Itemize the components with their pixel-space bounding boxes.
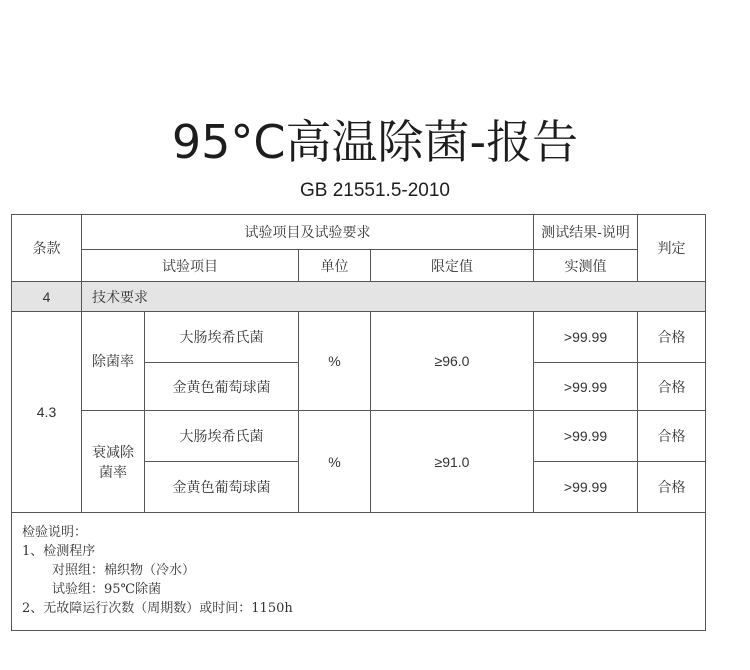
note-line: 1、检测程序 (22, 544, 96, 559)
test-report-table (11, 214, 706, 631)
unit-cell: % (299, 312, 371, 411)
note-line: 对照组：棉织物（冷水） (52, 563, 196, 578)
results-header: 测试结果-说明 (534, 215, 638, 250)
organism-cell: 大肠埃希氏菌 (145, 411, 299, 462)
table-row (12, 312, 706, 363)
test-item-header: 试验项目 (82, 250, 299, 282)
inspection-notes (12, 513, 706, 631)
organism-cell: 大肠埃希氏菌 (145, 312, 299, 363)
measured-cell: >99.99 (534, 312, 638, 363)
clause-number: 4.3 (12, 312, 82, 513)
unit-header: 单位 (299, 250, 371, 282)
judgement-header: 判定 (638, 215, 706, 282)
notes-heading: 检验说明： (22, 525, 88, 540)
judgement-cell: 合格 (638, 462, 706, 513)
section-row (12, 282, 706, 312)
organism-cell: 金黄色葡萄球菌 (145, 363, 299, 411)
test-items-requirements-header: 试验项目及试验要求 (82, 215, 534, 250)
section-title: 技术要求 (82, 282, 706, 312)
note-line: 试验组：95℃除菌 (52, 582, 162, 597)
organism-cell: 金黄色葡萄球菌 (145, 462, 299, 513)
clause-header: 条款 (12, 215, 82, 282)
group-name (82, 411, 145, 513)
notes-row (12, 513, 706, 631)
table-row (12, 411, 706, 462)
section-number: 4 (12, 282, 82, 312)
group-name-line: 菌率 (99, 464, 127, 481)
group-name-line: 衰减除 (92, 444, 134, 461)
judgement-cell: 合格 (638, 411, 706, 462)
group-name: 除菌率 (82, 312, 145, 411)
standard-number: GB 21551.5-2010 (299, 180, 450, 201)
header-row-1 (12, 215, 706, 250)
unit-cell: % (299, 411, 371, 513)
edge-stamp-fragment (734, 570, 750, 630)
measured-cell: >99.99 (534, 411, 638, 462)
measured-cell: >99.99 (534, 363, 638, 411)
limit-cell: ≥91.0 (371, 411, 534, 513)
measured-cell: >99.99 (534, 462, 638, 513)
note-line: 2、无故障运行次数（周期数）或时间：1150h (22, 601, 293, 616)
judgement-cell: 合格 (638, 363, 706, 411)
limit-cell: ≥96.0 (371, 312, 534, 411)
header-row-2 (12, 250, 706, 282)
measured-value-header: 实测值 (534, 250, 638, 282)
judgement-cell: 合格 (638, 312, 706, 363)
limit-header: 限定值 (371, 250, 534, 282)
report-title: 95°C高温除菌-报告 (171, 115, 579, 169)
